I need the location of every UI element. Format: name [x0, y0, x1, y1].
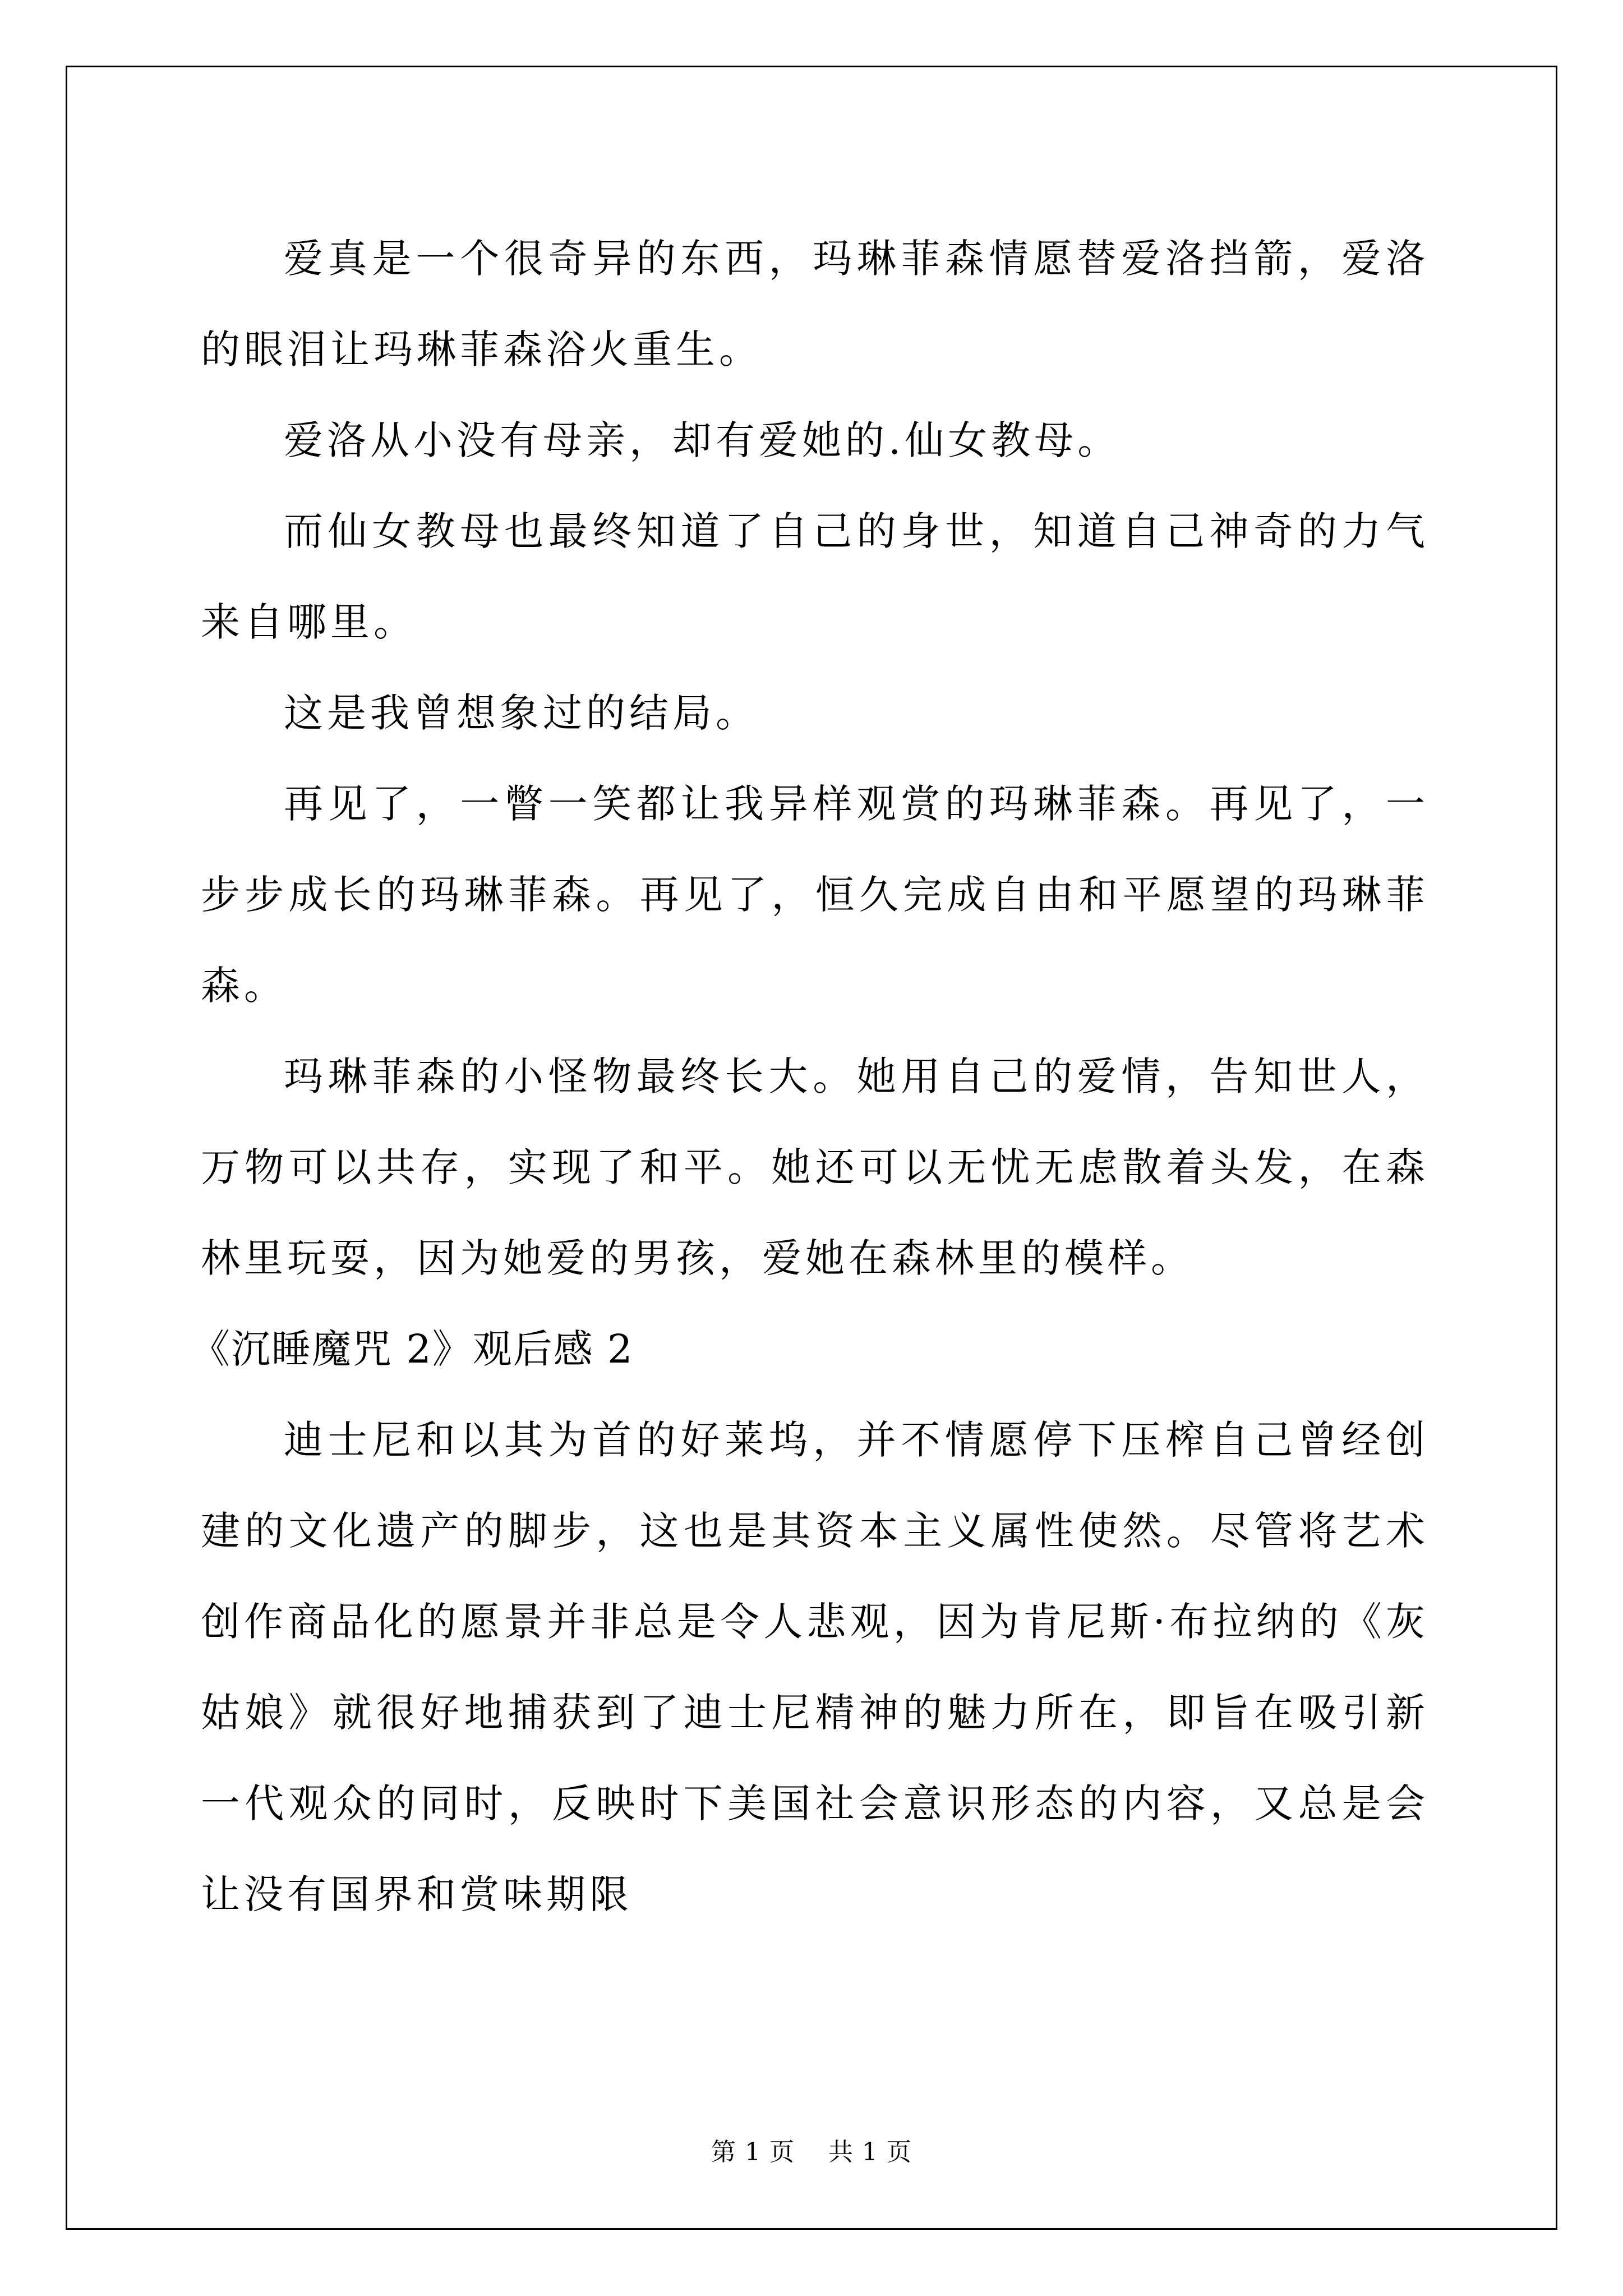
page-number-total: 共 1 页 [828, 2138, 912, 2166]
paragraph-6: 玛琳菲森的小怪物最终长大。她用自己的爱情，告知世人，万物可以共存，实现了和平。她还可以无忧无虑散着头发，在森林里玩耍，因为她爱的男孩，爱她在森林里的模样。 [201, 1053, 1429, 1281]
document-body [191, 213, 1429, 1940]
paragraph-1: 爱真是一个很奇异的东西，玛琳菲森情愿替爱洛挡箭，爱洛的眼泪让玛琳菲森浴火重生。 [201, 236, 1429, 372]
paragraph-5: 再见了，一瞥一笑都让我异样观赏的玛琳菲森。再见了，一步步成长的玛琳菲森。再见了，恒久完成自由和平愿望的玛琳菲森。 [201, 781, 1429, 1009]
page-footer [0, 2132, 1623, 2168]
paragraph-7: 迪士尼和以其为首的好莱坞，并不情愿停下压榨自己曾经创建的文化遗产的脚步，这也是其资本主义属性使然。尽管将艺术创作商品化的愿景并非总是令人悲观，因为肯尼斯·布拉纳的《灰姑娘》就很好地捕获到了迪士尼精神的魅力所在，即旨在吸引新一代观众的同时，反映时下美国社会意识形态的内容，又总是会让没有国界和赏味期限 [201, 1417, 1429, 1917]
section-heading: 《沉睡魔咒 2》观后感 2 [191, 1326, 634, 1372]
page-number-current: 第 1 页 [711, 2138, 795, 2166]
paragraph-2: 爱洛从小没有母亲，却有爱她的.仙女教母。 [284, 417, 1121, 463]
paragraph-4: 这是我曾想象过的结局。 [284, 690, 759, 736]
paragraph-3: 而仙女教母也最终知道了自己的身世，知道自己神奇的力气来自哪里。 [201, 508, 1429, 645]
